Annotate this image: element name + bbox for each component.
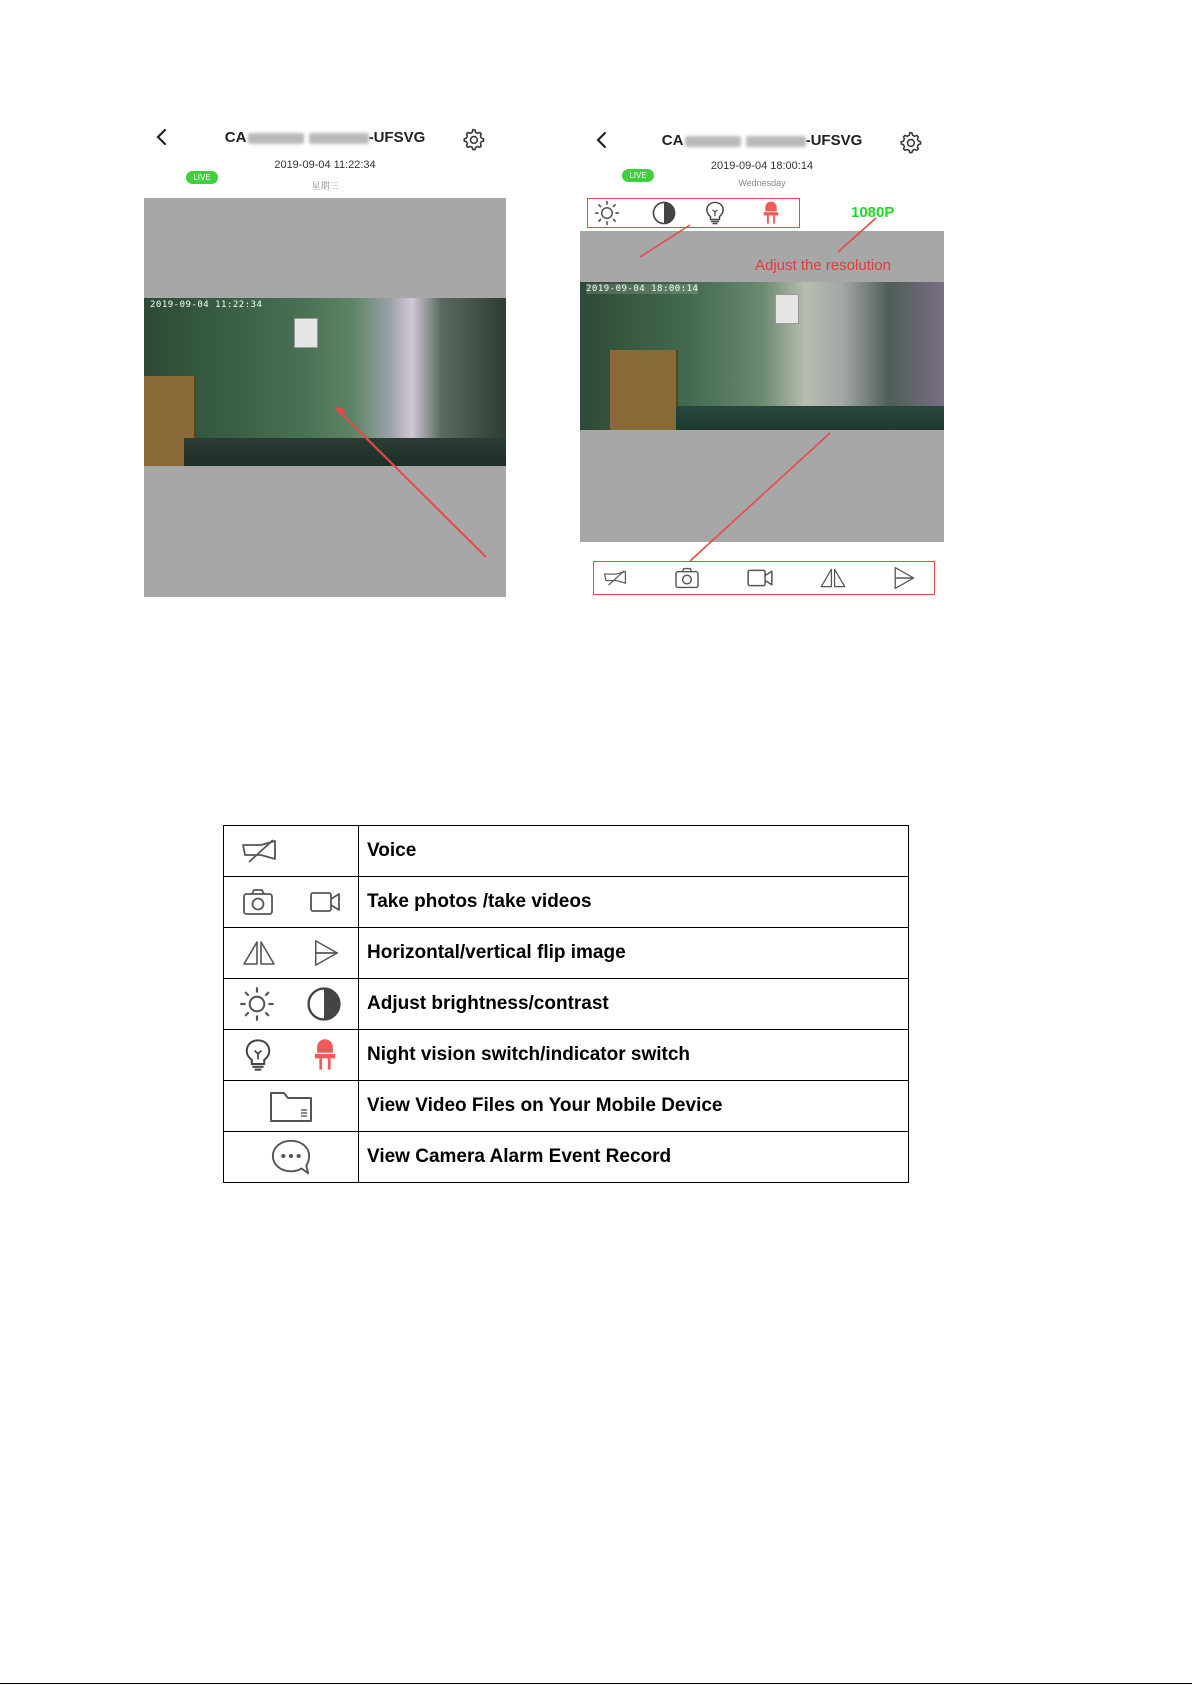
legend-row-voice: [224, 826, 909, 877]
video-icon[interactable]: [746, 567, 774, 589]
legend-text: Horizontal/vertical flip image: [359, 928, 909, 979]
flip-vertical-icon: [312, 938, 340, 968]
legend-row-flip: [224, 928, 909, 979]
settings-gear-icon[interactable]: [461, 127, 485, 151]
icon-legend-table: [223, 825, 909, 1183]
weekday-label: Wednesday: [738, 178, 786, 188]
live-badge: LIVE: [186, 171, 218, 184]
legend-row-brightness-contrast: [224, 979, 909, 1030]
weekday-label: 星期三: [311, 181, 339, 191]
legend-row-night-vision: [224, 1030, 909, 1081]
legend-text: View Camera Alarm Event Record: [359, 1132, 909, 1183]
legend-text: Voice: [359, 826, 909, 877]
legend-text: Adjust brightness/contrast: [359, 979, 909, 1030]
legend-row-video-files: [224, 1081, 909, 1132]
flip-horizontal-icon: [242, 939, 276, 967]
video-osd-timestamp: 2019-09-04 11:22:34: [150, 300, 263, 310]
video-icon: [309, 889, 341, 915]
folder-icon: [269, 1089, 313, 1123]
video-osd-timestamp: 2019-09-04 18:00:14: [586, 284, 699, 294]
annotation-lines-right: [580, 190, 944, 570]
resolution-button[interactable]: 1080P: [851, 204, 895, 221]
live-badge: LIVE: [622, 169, 654, 182]
page-bottom-rule: [0, 1683, 1192, 1684]
camera-icon: [242, 888, 274, 916]
camera-title: CA -UFSVG: [224, 129, 426, 146]
indicator-light-icon: [307, 1036, 343, 1074]
settings-gear-icon[interactable]: [898, 130, 922, 154]
live-datetime: 2019-09-04 18:00:14: [710, 160, 814, 172]
camera-title: CA -UFSVG: [661, 132, 863, 149]
contrast-icon: [305, 985, 343, 1023]
live-datetime: 2019-09-04 11:22:34: [274, 159, 376, 171]
annotation-arrow-left: [320, 400, 500, 570]
legend-text: Take photos /take videos: [359, 877, 909, 928]
chat-bubble-icon: [270, 1137, 312, 1177]
legend-row-alarm-record: [224, 1132, 909, 1183]
voice-muted-icon: [238, 837, 280, 865]
brightness-icon: [239, 986, 275, 1022]
voice-muted-icon[interactable]: [602, 568, 628, 588]
night-vision-icon: [240, 1036, 276, 1074]
video-wall-poster: [294, 318, 318, 348]
legend-row-photo-video: [224, 877, 909, 928]
legend-text: Night vision switch/indicator switch: [359, 1030, 909, 1081]
legend-text: View Video Files on Your Mobile Device: [359, 1081, 909, 1132]
camera-icon[interactable]: [674, 567, 700, 589]
resolution-annotation: Adjust the resolution: [755, 257, 891, 274]
flip-horizontal-icon[interactable]: [818, 567, 848, 589]
